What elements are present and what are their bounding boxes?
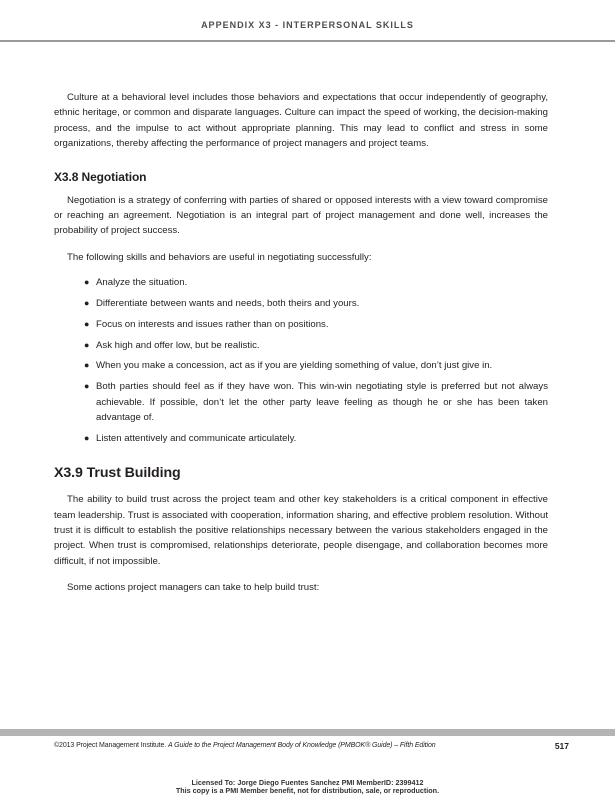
license-line-2: This copy is a PMI Member benefit, not for distribution, sale, or reproduction. (175, 786, 440, 795)
license-line-1: Licensed To: Jorge Diego Fuentes Sanchez PMI MemberID: 2399412 (191, 778, 424, 787)
list-item-text: Ask high and offer low, but be realistic. (96, 339, 260, 351)
list-item-text: Analyze the situation. (96, 277, 188, 289)
list-item (84, 338, 548, 353)
intro-paragraph: Culture at a behavioral level includes those behaviors and expectations that occur independently of geography, ethnic heritage, or common and disparate languages. Culture can impact the speed of working, the decision-making process, and the impulse to act without appropriate planning. This may lead to conflict and stress in some organizations, thereby affecting the performance of project managers and project teams. (54, 92, 548, 150)
bullet-icon: ● (84, 339, 90, 350)
bullet-icon: ● (84, 318, 90, 329)
footer-citation (54, 742, 436, 749)
trust-lead: Some actions project managers can take to help build trust: (67, 582, 320, 594)
page-body (54, 90, 548, 607)
list-item (84, 296, 548, 311)
header-rule (0, 40, 615, 42)
negotiation-lead: The following skills and behaviors are useful in negotiating successfully: (67, 251, 372, 263)
page-number: 517 (554, 741, 569, 751)
bullet-icon: ● (84, 277, 90, 288)
bullet-icon: ● (84, 298, 90, 309)
bullet-icon: ● (84, 381, 90, 392)
list-item (84, 358, 548, 373)
list-item-text: Focus on interests and issues rather than on positions. (96, 318, 329, 330)
license-notice (0, 779, 615, 795)
list-item (84, 317, 548, 332)
negotiation-bullet-list (54, 275, 548, 446)
list-item (84, 275, 548, 290)
footer-rule (0, 729, 615, 736)
running-header-title: APPENDIX X3 - INTERPERSONAL SKILLS (201, 20, 414, 30)
section-heading-trust-building: X3.9 Trust Building (54, 465, 181, 482)
list-item (84, 431, 548, 446)
section-heading-negotiation: X3.8 Negotiation (54, 169, 147, 184)
footer-book-title: A Guide to the Project Management Body of Knowledge (PMBOK® Guide) – Fifth Edition (168, 742, 436, 749)
list-item-text: When you make a concession, act as if you are yielding something of value, don’t just give in. (96, 360, 493, 372)
list-item-text: Both parties should feel as if they have won. This win-win negotiating style is preferred but not always achievable. If possible, don’t let the other party leave feeling as though he or she has been taken advantage of. (96, 381, 548, 424)
list-item-text: Differentiate between wants and needs, both theirs and yours. (96, 298, 360, 310)
bullet-icon: ● (84, 432, 90, 443)
bullet-icon: ● (84, 360, 90, 371)
list-item (84, 379, 548, 425)
list-item-text: Listen attentively and communicate articulately. (96, 432, 297, 444)
footer-copyright: ©2013 Project Management Institute. (54, 742, 167, 749)
trust-paragraph: The ability to build trust across the project team and other key stakeholders is a critical component in effective team leadership. Trust is associated with cooperation, information sharing, and effective problem resolution. Without trust it is difficult to establish the positive relationships necessary between the various stakeholders engaged in the project. When trust is compromised, relationships deteriorate, people disengage, and collaboration becomes more difficult, if not impossible. (54, 494, 548, 567)
page-header (0, 0, 615, 42)
negotiation-paragraph: Negotiation is a strategy of conferring with parties of shared or opposed interests with a view toward compromise or reaching an agreement. Negotiation is an integral part of project management and done well, increases the probability of project success. (54, 194, 548, 237)
